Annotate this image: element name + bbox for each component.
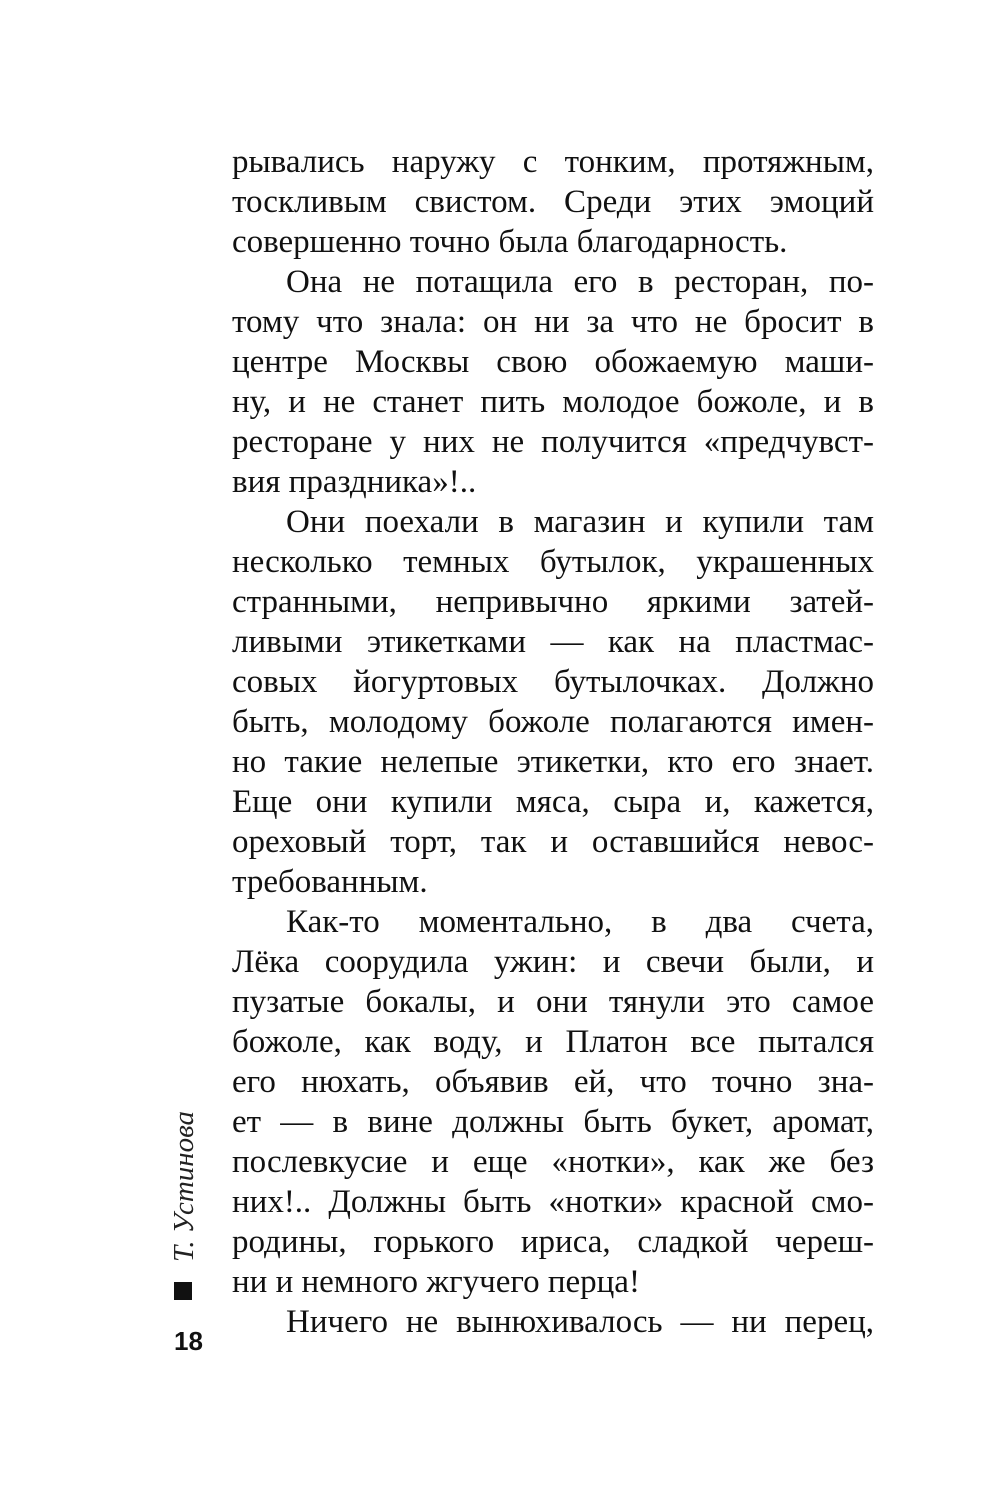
- text-line: ну, и не станет пить молодое божоле, и в: [232, 384, 874, 420]
- text-line: рывались наружу с тонким, протяжным,: [232, 144, 874, 180]
- body-text: [232, 142, 874, 1342]
- text-line: божоле, как воду, и Платон все пытался: [232, 1024, 874, 1060]
- text-line: тому что знала: он ни за что не бросит в: [232, 304, 874, 340]
- text-line: тоскливым свистом. Среди этих эмоций: [232, 184, 874, 220]
- page-number: 18: [174, 1326, 203, 1356]
- text-line: Еще они купили мяса, сыра и, кажется,: [232, 784, 874, 820]
- paragraph-start-line: Она не потащила его в ресторан, по-: [286, 264, 874, 300]
- text-line: них!.. Должны быть «нотки» красной смо-: [232, 1184, 874, 1220]
- paragraph-start-line: Ничего не вынюхивалось — ни перец,: [286, 1304, 874, 1340]
- running-author: Т. Устинова: [168, 1110, 200, 1262]
- text-line: его нюхать, объявив ей, что точно зна-: [232, 1064, 874, 1100]
- text-line: ет — в вине должны быть букет, аромат,: [232, 1104, 874, 1140]
- text-line: совершенно точно была благодарность.: [232, 224, 788, 260]
- text-line: послевкусие и еще «нотки», как же без: [232, 1144, 874, 1180]
- text-line: странными, непривычно яркими затей-: [232, 584, 874, 620]
- text-line: центре Москвы свою обожаемую маши-: [232, 344, 874, 380]
- text-line: совых йогуртовых бутылочках. Должно: [232, 664, 874, 700]
- text-line: ореховый торт, так и оставшийся невос-: [232, 824, 874, 860]
- text-line: родины, горького ириса, сладкой череш-: [232, 1224, 874, 1260]
- text-line: Лёка соорудила ужин: и свечи были, и: [232, 944, 874, 980]
- text-line: несколько темных бутылок, украшенных: [232, 544, 874, 580]
- text-line: пузатые бокалы, и они тянули это самое: [232, 984, 874, 1020]
- text-line: но такие нелепые этикетки, кто его знает.: [232, 744, 874, 780]
- square-marker-icon: [174, 1282, 192, 1300]
- text-line: требованным.: [232, 864, 428, 900]
- text-line: вия праздника»!..: [232, 464, 477, 500]
- text-line: ни и немного жгучего перца!: [232, 1264, 640, 1300]
- text-line: быть, молодому божоле полагаются имен-: [232, 704, 874, 740]
- paragraph-start-line: Они поехали в магазин и купили там: [286, 504, 874, 540]
- text-line: ливыми этикетками — как на пластмас-: [232, 624, 874, 660]
- text-line: ресторане у них не получится «предчувст-: [232, 424, 874, 460]
- paragraph-start-line: Как-то моментально, в два счета,: [286, 904, 874, 940]
